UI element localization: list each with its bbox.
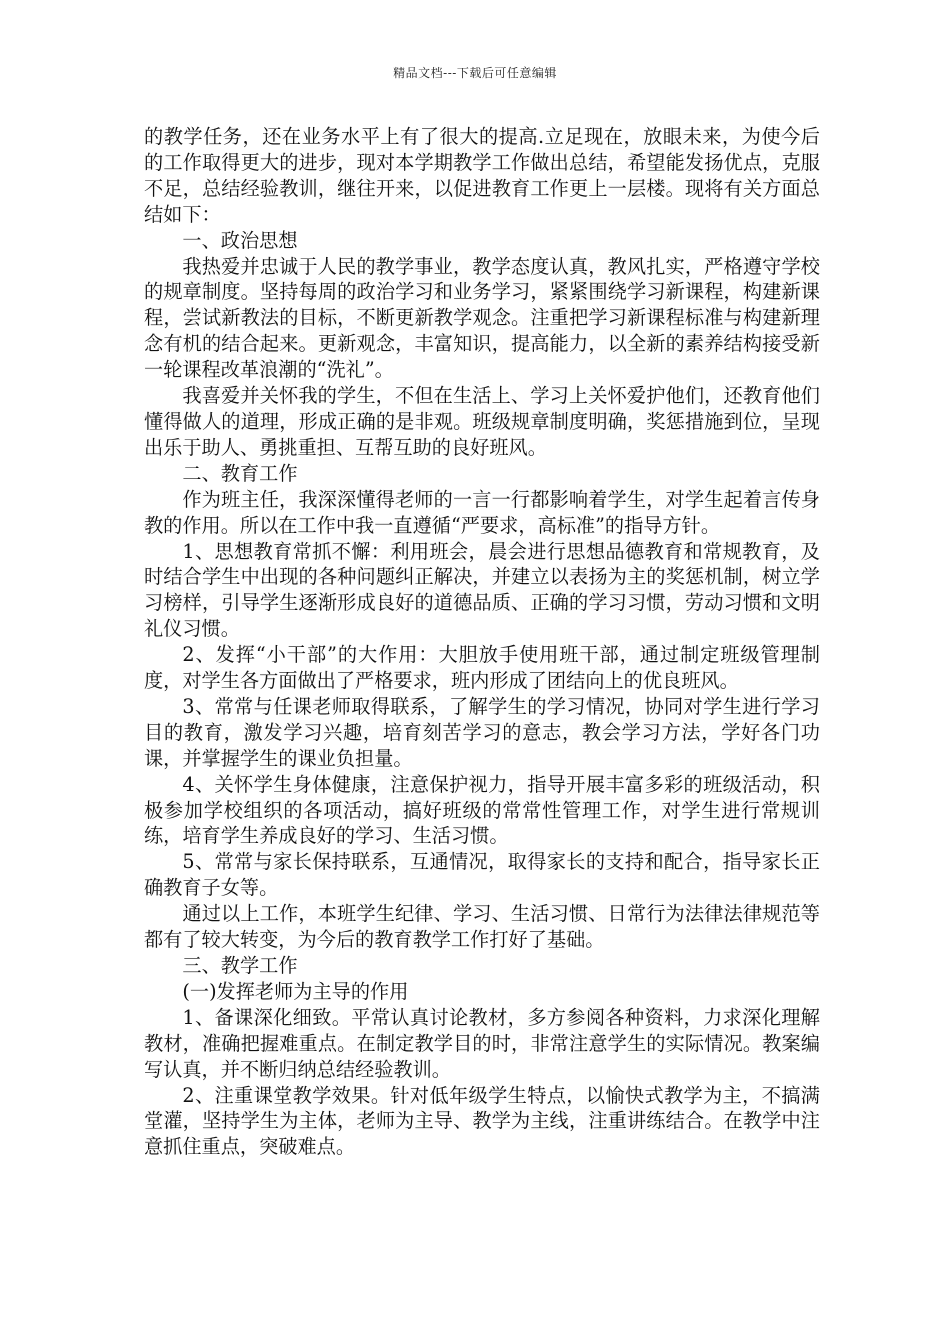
- subsection-heading: (一)发挥老师为主导的作用: [182, 979, 409, 1003]
- paragraph: 2、注重课堂教学效果。针对低年级学生特点，以愉快式教学为主，不搞满堂灌，坚持学生为主体，老师为主导、教学为主线，注重讲练结合。在教学中注意抓住重点，突破难点。: [144, 1083, 820, 1159]
- paragraph: 作为班主任，我深深懂得老师的一言一行都影响着学生，对学生起着言传身教的作用。所以在工作中我一直遵循“严要求，高标准”的指导方针。: [144, 487, 820, 537]
- paragraph: 通过以上工作，本班学生纪律、学习、生活习惯、日常行为法律法律规范等都有了较大转变，为今后的教育教学工作打好了基础。: [144, 902, 820, 952]
- paragraph: 的教学任务，还在业务水平上有了很大的提高.立足现在，放眼未来，为使今后的工作取得更大的进步，现对本学期教学工作做出总结，希望能发扬优点，克服不足，总结经验教训，继往开来，以促进教育工作更上一层楼。现将有关方面总结如下：: [144, 125, 820, 226]
- paragraph: 5、常常与家长保持联系，互通情况，取得家长的支持和配合，指导家长正确教育子女等。: [144, 850, 820, 900]
- paragraph: 我喜爱并关怀我的学生，不但在生活上、学习上关怀爱护他们，还教育他们懂得做人的道理，形成正确的是非观。班级规章制度明确，奖惩措施到位，呈现出乐于助人、勇挑重担、互帮互助的良好班风。: [144, 384, 820, 459]
- paragraph: 我热爱并忠诚于人民的教学事业，教学态度认真，教风扎实，严格遵守学校的规章制度。坚持每周的政治学习和业务学习，紧紧围绕学习新课程，构建新课程，尝试新教法的目标，不断更新教学观念。注重把学习新课程标准与构建新理念有机的结合起来。更新观念，丰富知识，提高能力，以全新的素养结构接受新一轮课程改革浪潮的“洗礼”。: [144, 254, 820, 382]
- paragraph: 3、常常与任课老师取得联系，了解学生的学习情况，协同对学生进行学习目的教育，激发学习兴趣，培育刻苦学习的意志，教会学习方法，学好各门功课，并掌握学生的课业负担量。: [144, 694, 820, 770]
- section-heading: 二、教育工作: [182, 461, 298, 485]
- paragraph: 1、备课深化细致。平常认真讨论教材，多方参阅各种资料，力求深化理解教材，准确把握难重点。在制定教学目的时，非常注意学生的实际情况。教案编写认真，并不断归纳总结经验教训。: [144, 1005, 820, 1081]
- page-header: 精品文档---下载后可任意编辑: [393, 66, 557, 80]
- paragraph: 1、思想教育常抓不懈：利用班会，晨会进行思想品德教育和常规教育，及时结合学生中出现的各种问题纠正解决，并建立以表扬为主的奖惩机制，树立学习榜样，引导学生逐渐形成良好的道德品质、正确的学习习惯，劳动习惯和文明礼仪习惯。: [144, 539, 820, 641]
- section-heading: 三、教学工作: [182, 954, 298, 977]
- paragraph: 2、发挥“小干部”的大作用：大胆放手使用班干部，通过制定班级管理制度，对学生各方面做出了严格要求，班内形成了团结向上的优良班风。: [144, 643, 820, 693]
- paragraph: 4、关怀学生身体健康，注意保护视力，指导开展丰富多彩的班级活动，积极参加学校组织的各项活动，搞好班级的常常性管理工作，对学生进行常规训练，培育学生养成良好的学习、生活习惯。: [144, 772, 820, 848]
- section-heading: 一、政治思想: [182, 228, 298, 252]
- document-body: [144, 124, 820, 1160]
